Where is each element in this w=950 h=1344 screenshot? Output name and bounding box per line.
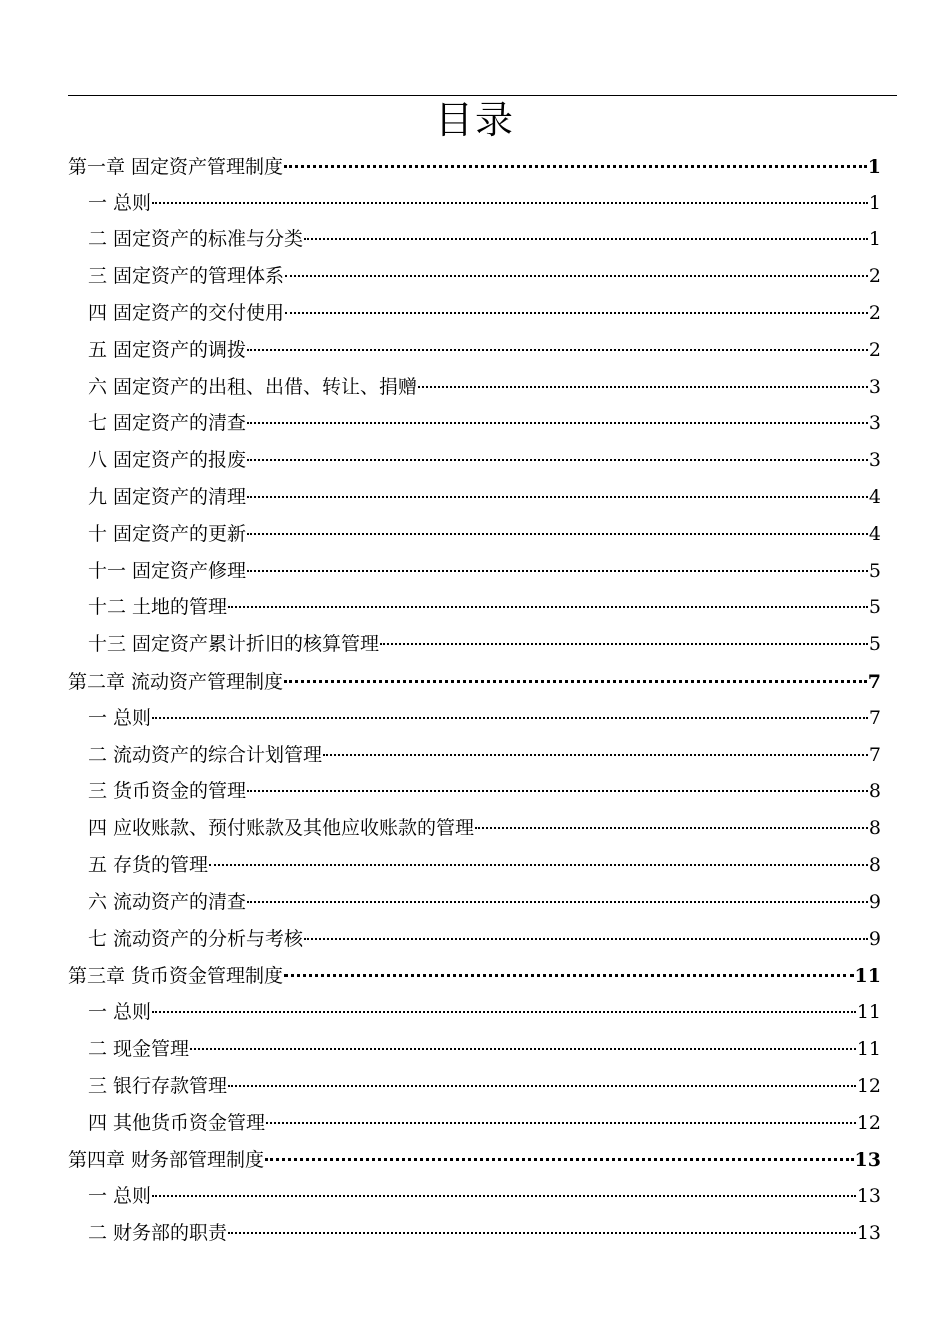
toc-leader-dots [265,1136,854,1162]
toc-entry-label: 第四章 财务部管理制度 [68,1149,265,1172]
toc-list [68,147,881,1251]
toc-entry-label: 四 其他货币资金管理 [88,1111,266,1134]
toc-leader-dots [228,584,868,609]
toc-leader-dots [228,1062,856,1087]
toc-entry-label: 三 货币资金的管理 [88,780,247,803]
toc-page-number: 4 [868,485,881,508]
toc-leader-dots [152,179,868,204]
toc-entry-label: 第二章 流动资产管理制度 [68,670,284,693]
toc-leader-dots [247,400,868,425]
toc-page-number: 9 [868,890,881,913]
header-rule [68,95,897,96]
toc-title: 目录 [434,98,515,142]
toc-leader-dots [304,216,868,241]
toc-page-number: 3 [868,449,881,472]
toc-page-number: 4 [868,522,881,545]
toc-leader-dots [380,620,868,645]
toc-entry-label: 十一 固定资产修理 [88,559,247,582]
toc-leader-dots [323,731,868,756]
toc-page-number: 1 [868,228,881,251]
toc-page-number: 11 [856,1001,881,1024]
toc-leader-dots [285,289,868,314]
toc-entry-label: 一 总则 [88,191,152,214]
toc-leader-dots [152,694,868,719]
toc-leader-dots [284,142,867,168]
toc-leader-dots [228,1209,856,1234]
toc-leader-dots [475,804,868,829]
toc-entry-label: 二 固定资产的标准与分类 [88,228,304,251]
toc-page-number: 12 [856,1111,881,1134]
toc-entry-label: 十三 固定资产累计折旧的核算管理 [88,633,380,656]
toc-page-number: 5 [868,559,881,582]
toc-page-number: 2 [868,338,881,361]
toc-page-number: 7 [867,670,881,693]
toc-page-number: 2 [868,265,881,288]
toc-entry-label: 第一章 固定资产管理制度 [68,155,284,178]
toc-entry-label: 第三章 货币资金管理制度 [68,965,284,988]
toc-entry-label: 二 流动资产的综合计划管理 [88,743,323,766]
toc-leader-dots [152,988,856,1013]
toc-leader-dots [247,326,868,351]
toc-entry-label: 五 固定资产的调拨 [88,338,247,361]
toc-entry-label: 八 固定资产的报废 [88,449,247,472]
toc-leader-dots [209,841,868,866]
toc-entry-label: 十二 土地的管理 [88,596,228,619]
toc-page-number: 8 [868,853,881,876]
toc-entry-label: 一 总则 [88,1001,152,1024]
toc-leader-dots [152,1172,856,1197]
toc-entry-label: 九 固定资产的清理 [88,485,247,508]
toc-page-number: 7 [868,706,881,729]
toc-leader-dots [247,768,868,793]
toc-page-number: 5 [868,633,881,656]
toc-page-number: 11 [854,965,881,988]
toc-page-number: 3 [868,375,881,398]
toc-page-number: 7 [868,743,881,766]
toc-leader-dots [304,915,868,940]
toc-page-number: 5 [868,596,881,619]
toc-leader-dots [247,473,868,498]
toc-leader-dots [266,1099,856,1124]
toc-page-number: 8 [868,780,881,803]
toc-page-number: 3 [868,412,881,435]
toc-leader-dots [284,657,867,683]
toc-section-entry[interactable] [68,1214,881,1251]
toc-page-number: 12 [856,1074,881,1097]
toc-leader-dots [285,252,868,277]
toc-entry-label: 三 固定资产的管理体系 [88,265,285,288]
toc-page-number: 13 [856,1221,881,1244]
toc-page-number: 1 [867,155,881,178]
toc-entry-label: 五 存货的管理 [88,853,209,876]
toc-entry-label: 六 固定资产的出租、出借、转让、捐赠 [88,375,418,398]
toc-leader-dots [284,952,854,978]
toc-leader-dots [247,436,868,461]
toc-leader-dots [247,878,868,903]
toc-page-number: 13 [854,1149,881,1172]
toc-entry-label: 三 银行存款管理 [88,1074,228,1097]
toc-page-number: 11 [856,1037,881,1060]
toc-leader-dots [247,510,868,535]
toc-page-number: 13 [856,1185,881,1208]
toc-page-number: 1 [868,191,881,214]
toc-entry-label: 四 固定资产的交付使用 [88,301,285,324]
toc-entry-label: 一 总则 [88,706,152,729]
toc-leader-dots [418,363,868,388]
toc-entry-label: 一 总则 [88,1185,152,1208]
toc-entry-label: 七 流动资产的分析与考核 [88,927,304,950]
toc-entry-label: 四 应收账款、预付账款及其他应收账款的管理 [88,817,475,840]
toc-entry-label: 七 固定资产的清查 [88,412,247,435]
toc-entry-label: 六 流动资产的清查 [88,890,247,913]
toc-entry-label: 十 固定资产的更新 [88,522,247,545]
toc-leader-dots [190,1025,856,1050]
toc-page-number: 8 [868,817,881,840]
toc-page-number: 2 [868,301,881,324]
toc-leader-dots [247,547,868,572]
toc-entry-label: 二 财务部的职责 [88,1221,228,1244]
toc-page-number: 9 [868,927,881,950]
toc-entry-label: 二 现金管理 [88,1037,190,1060]
